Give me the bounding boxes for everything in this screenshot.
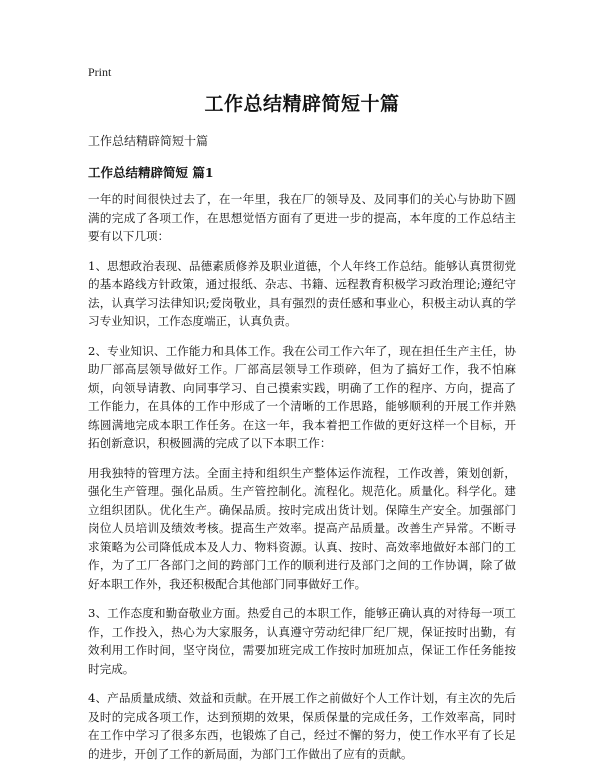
paragraph-intro: 一年的时间很快过去了，在一年里，我在厂的领导及、及同事们的关心与协助下圆满的完成了各项工作，在思想觉悟方面有了更进一步的提高，本年度的工作总结主要有以下几项： — [88, 192, 516, 243]
section-heading: 工作总结精辟简短 篇1 — [88, 165, 214, 180]
document-subtitle: 工作总结精辟简短十篇 — [88, 134, 209, 148]
paragraph-professional: 2、专业知识、工作能力和具体工作。我在公司工作六年了，现在担任生产主任，协助厂部高层领导做好工作。厂部高层领导工作琐碎，但为了搞好工作，我不怕麻烦，向领导请教、向同事学习、自己摸索实践，明确了工作的程序、方向，提高了工作能力，在具体的工作中形成了一个清晰的工作思路，能够顺利的开展工作并熟练圆满地完成本职工作任务。在这一年，我本着把工作做的更好这样一个目标，开拓创新意识，积极圆满的完成了以下本职工作： — [88, 343, 516, 450]
paragraph-management: 用我独特的管理方法。全面主持和组织生产整体运作流程，工作改善，策划创新，强化生产管理。强化品质。生产管控制化。流程化。规范化。质量化。科学化。建立组织团队。优化生产。确保品质。按时完成出货计划。保障生产安全。加强部门岗位人员培训及绩效考核。提高生产效率。提高产品质量。改善生产异常。不断寻求策略为公司降低成本及人力、物料资源。认真、按时、高效率地做好本部门的工作，为了工厂各部门之间的跨部门工作的顺利进行及部门之间的工作协调，除了做好本职工作外，我还积极配合其他部门同事做好工作。 — [88, 465, 516, 591]
paragraph-quality: 4、产品质量成绩、效益和贡献。在开展工作之前做好个人工作计划，有主次的先后及时的完成各项工作，达到预期的效果，保质保量的完成任务，工作效率高，同时在工作中学习了很多东西，也锻炼了自己，经过不懈的努力，使工作水平有了长足的进步，开创了工作的新局面，为部门工作做出了应有的贡献。 — [88, 691, 516, 761]
document-page — [88, 64, 516, 774]
paragraph-attitude: 3、工作态度和勤奋敬业方面。热爱自己的本职工作，能够正确认真的对待每一项工作，工作投入，热心为大家服务，认真遵守劳动纪律厂纪厂规，保证按时出勤，有效利用工作时间，坚守岗位，需要加班完成工作按时加班加点，保证工作任务能按时完成。 — [88, 606, 516, 676]
paragraph-politics: 1、思想政治表现、品德素质修养及职业道德，个人年终工作总结。能够认真贯彻党的基本路线方针政策，通过报纸、杂志、书籍、远程教育积极学习政治理论;遵纪守法，认真学习法律知识;爱岗敬业，具有强烈的责任感和事业心，积极主动认真的学习专业知识，工作态度端正，认真负责。 — [88, 258, 516, 328]
print-link[interactable]: Print — [88, 65, 112, 79]
document-title: 工作总结精辟简短十篇 — [204, 93, 400, 115]
